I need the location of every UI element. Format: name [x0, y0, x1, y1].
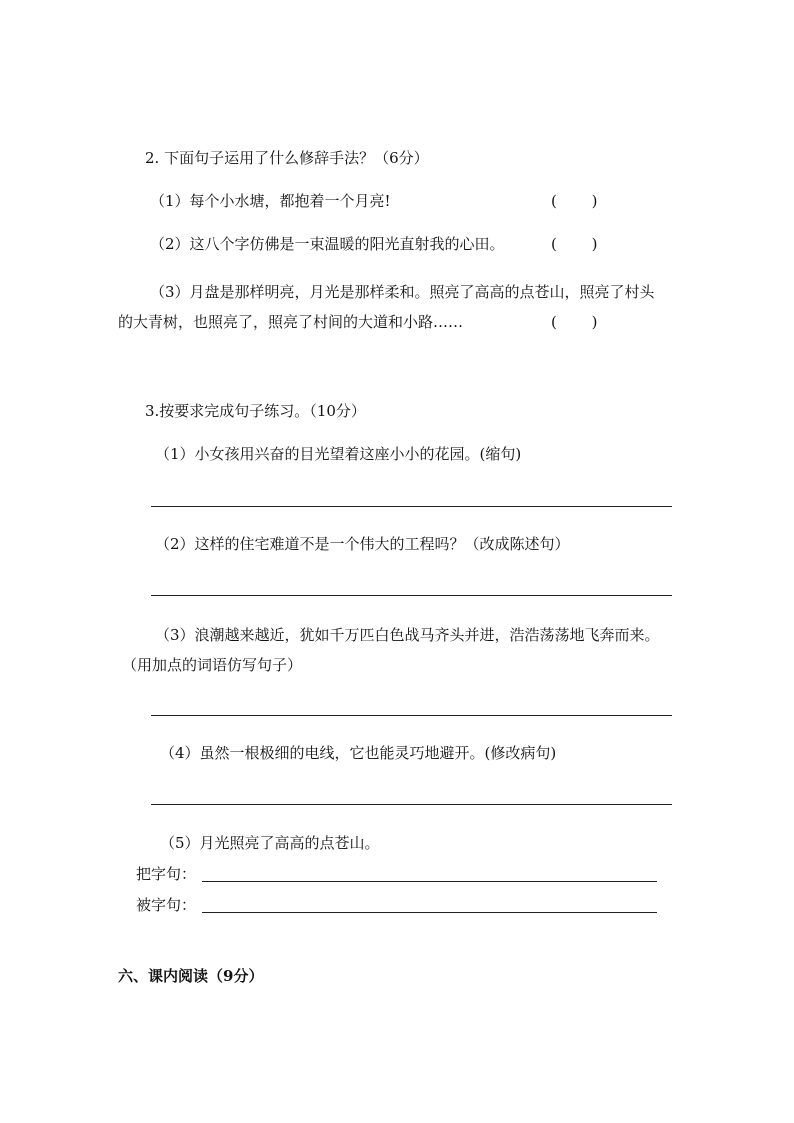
section-6-heading: 六、课内阅读（9分） — [118, 967, 264, 985]
q2-item-2-text: （2）这八个字仿佛是一束温暖的阳光直射我的心田。 — [150, 235, 505, 253]
q2-item-1-text: （1）每个小水塘，都抱着一个月亮! — [150, 192, 391, 210]
q3-item-5-text: （5）月光照亮了高高的点苍山。 — [160, 834, 380, 852]
q3-heading: 3.按要求完成句子练习。（10分） — [145, 402, 366, 420]
q3-item-3-text-line1: （3）浪潮越来越近，犹如千万匹白色战马齐头并进，浩浩荡荡地飞奔而来。 — [155, 626, 660, 644]
q3-item-3-answer-line[interactable] — [151, 715, 672, 716]
q3-item-1-answer-line[interactable] — [151, 506, 672, 507]
ba-sentence-label: 把字句： — [136, 865, 197, 883]
ba-sentence-answer-line[interactable] — [202, 881, 657, 882]
q2-item-3-answer-box[interactable]: ( ) — [551, 313, 598, 331]
q3-item-4-text: （4）虽然一根极细的电线，它也能灵巧地避开。(修改病句) — [160, 744, 557, 762]
q3-item-4-answer-line[interactable] — [151, 804, 672, 805]
q3-item-3-text-line2: （用加点的词语仿写句子） — [122, 656, 303, 674]
q2-item-1-answer-box[interactable]: ( ) — [551, 192, 598, 210]
q3-item-2-answer-line[interactable] — [151, 595, 672, 596]
q3-item-2-text: （2）这样的住宅难道不是一个伟大的工程吗？（改成陈述句） — [155, 535, 570, 553]
q2-item-2-answer-box[interactable]: ( ) — [551, 235, 598, 253]
bei-sentence-answer-line[interactable] — [202, 912, 657, 913]
q3-item-1-text: （1）小女孩用兴奋的目光望着这座小小的花园。(缩句) — [155, 445, 522, 463]
q2-item-3-text-line2: 的大青树，也照亮了，照亮了村间的大道和小路…… — [118, 313, 464, 331]
bei-sentence-label: 被字句： — [136, 896, 197, 914]
q2-heading: 2. 下面句子运用了什么修辞手法？（6分） — [145, 149, 429, 167]
q2-item-3-text-line1: （3）月盘是那样明亮，月光是那样柔和。照亮了高高的点苍山，照亮了村头 — [150, 283, 655, 301]
